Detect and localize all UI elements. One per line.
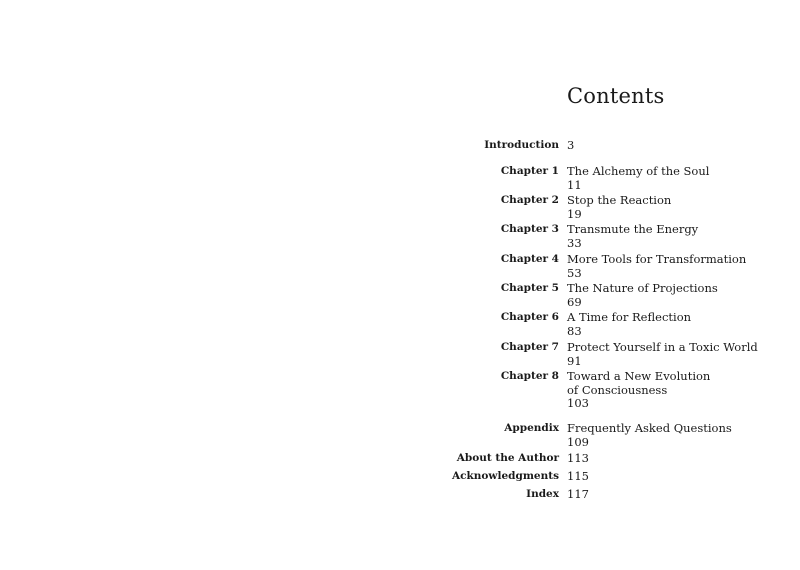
toc-entry-label: Index: [526, 488, 559, 500]
toc-entry-page: 115: [567, 469, 589, 483]
toc-entry-label: Chapter 6: [500, 311, 559, 323]
toc-entry-title: Stop the Reaction: [567, 193, 672, 207]
toc-entry-page: 91: [567, 353, 582, 368]
toc-entry-title: The Alchemy of the Soul: [567, 164, 710, 178]
toc-entry-label: Chapter 5: [500, 282, 559, 294]
toc-entry-label: Chapter 8: [500, 370, 559, 382]
toc-entry-label: Acknowledgments: [451, 470, 559, 482]
toc-entry-page: 19: [567, 206, 582, 221]
toc-entry-page: 117: [567, 487, 589, 501]
toc-entry-label: Chapter 2: [500, 194, 559, 206]
page-title: Contents: [567, 84, 665, 108]
toc-entry-title: A Time for Reflection: [567, 310, 692, 324]
toc-entry-label: Appendix: [504, 422, 559, 434]
toc-entry-label: Chapter 4: [500, 253, 559, 265]
toc-entry-page: 33: [567, 235, 582, 250]
toc-entry-page: 103: [567, 396, 589, 410]
toc-entry-page: 113: [567, 451, 589, 465]
toc-entry-label: Chapter 1: [500, 165, 559, 177]
toc-entry-title: Frequently Asked Questions: [567, 421, 732, 435]
toc-entry-title: Protect Yourself in a Toxic World: [567, 340, 758, 354]
toc-entry-label: About the Author: [456, 452, 559, 464]
toc-entry-label: Introduction: [484, 139, 559, 151]
toc-entry-title: More Tools for Transformation: [567, 252, 747, 266]
toc-entry-label: Chapter 7: [500, 341, 559, 353]
toc-entry-page: 69: [567, 294, 582, 309]
toc-entry-label: Chapter 3: [500, 223, 559, 235]
toc-entry-page: 109: [567, 434, 589, 449]
toc-entry-page: 3: [567, 138, 575, 152]
toc-entry-title: of Consciousness: [567, 382, 668, 397]
toc-entry-page: 83: [567, 323, 582, 338]
toc-entry-page: 11: [567, 177, 582, 192]
toc-entry-title: The Nature of Projections: [567, 281, 718, 295]
toc-entry-title: Toward a New Evolution: [567, 369, 711, 383]
toc-entry-title: Transmute the Energy: [567, 222, 699, 236]
toc-entry-page: 53: [567, 265, 582, 280]
